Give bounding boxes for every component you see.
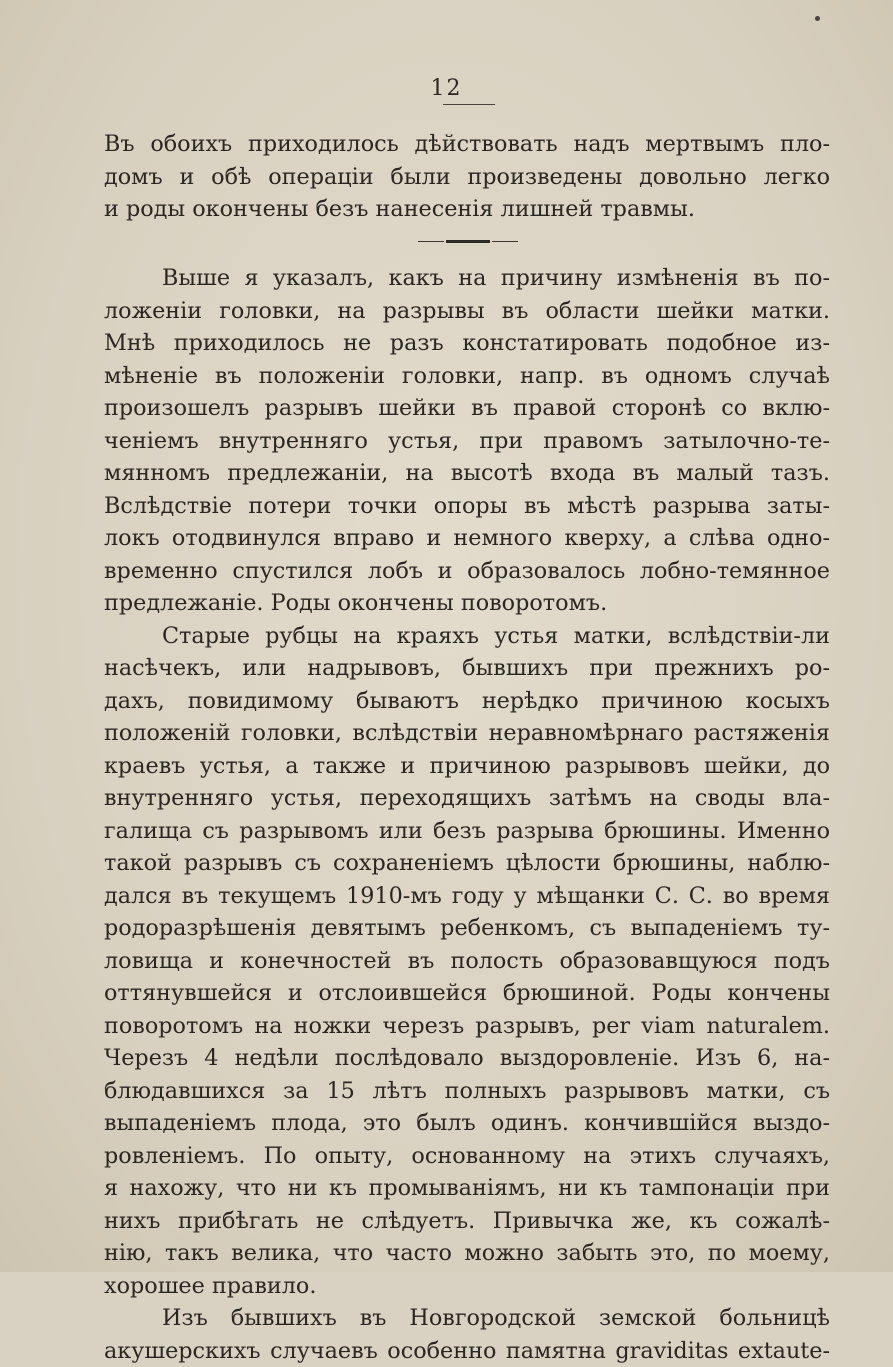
text-line: произошелъ разрывъ шейки въ правой сторонѣ со вклю- xyxy=(104,392,830,425)
text-line: дался въ текущемъ 1910-мъ году у мѣщанки С. С. во время xyxy=(104,880,830,913)
text-line: положеній головки, вслѣдствіи неравномѣрнаго растяженія xyxy=(104,717,830,750)
text-line: и роды окончены безъ нанесенія лишней травмы. xyxy=(104,193,830,226)
text-line: я нахожу, что ни къ промываніямъ, ни къ тампонаціи при xyxy=(104,1172,830,1205)
text-line: хорошее правило. xyxy=(104,1270,830,1303)
text-line: домъ и обѣ операціи были произведены довольно легко xyxy=(104,161,830,194)
text-line: ченіемъ внутренняго устья, при правомъ затылочно-те- xyxy=(104,425,830,458)
text-line: нихъ прибѣгать не слѣдуетъ. Привычка же, къ сожалѣ- xyxy=(104,1205,830,1238)
text-line: ловища и конечностей въ полость образовавщуюся подъ xyxy=(104,945,830,978)
page-number-underline xyxy=(443,104,495,105)
text-line: родоразрѣшенія девятымъ ребенкомъ, съ выпаденіемъ ту- xyxy=(104,912,830,945)
text-line: Въ обоихъ приходилось дѣйствовать надъ мертвымъ пло- xyxy=(104,128,830,161)
text-line: локъ отодвинулся вправо и немного кверху, а слѣва одно- xyxy=(104,522,830,555)
section-separator-right xyxy=(492,241,518,242)
text-line: галища съ разрывомъ или безъ разрыва брюшины. Именно xyxy=(104,815,830,848)
main-text xyxy=(104,262,830,1367)
text-line: Изъ бывшихъ въ Новгородской земской больницѣ xyxy=(104,1302,830,1335)
text-line: ложеніи головки, на разрывы въ области шейки матки. xyxy=(104,295,830,328)
text-line: ровленіемъ. По опыту, основанному на этихъ случаяхъ, xyxy=(104,1140,830,1173)
text-line: Мнѣ приходилось не разъ констатировать подобное из- xyxy=(104,327,830,360)
text-line: Черезъ 4 недѣли послѣдовало выздоровленіе. Изъ 6, на- xyxy=(104,1042,830,1075)
text-line: дахъ, повидимому бываютъ нерѣдко причиною косыхъ xyxy=(104,685,830,718)
text-line: нію, такъ велика, что часто можно забыть это, по моему, xyxy=(104,1237,830,1270)
text-line: поворотомъ на ножки черезъ разрывъ, per viam naturalem. xyxy=(104,1010,830,1043)
text-line: насѣчекъ, или надрывовъ, бывшихъ при прежнихъ ро- xyxy=(104,652,830,685)
page-number: 12 xyxy=(0,76,893,101)
text-line: Выше я указалъ, какъ на причину измѣненія въ по- xyxy=(104,262,830,295)
text-line: выпаденіемъ плода, это былъ одинъ. кончившійся выздо- xyxy=(104,1107,830,1140)
text-line: акушерскихъ случаевъ особенно памятна graviditas extaute- xyxy=(104,1335,830,1367)
text-line: Вслѣдствіе потери точки опоры въ мѣстѣ разрыва заты- xyxy=(104,490,830,523)
section-separator-center xyxy=(446,240,490,243)
text-line: мянномъ предлежаніи, на высотѣ входа въ малый тазъ. xyxy=(104,457,830,490)
text-line: Старые рубцы на краяхъ устья матки, вслѣдствіи-ли xyxy=(104,620,830,653)
paragraph-continued xyxy=(104,128,830,226)
text-line: временно спустился лобъ и образовалось лобно-темянное xyxy=(104,555,830,588)
ink-speck xyxy=(815,16,820,21)
text-line: мѣненіе въ положеніи головки, напр. въ одномъ случаѣ xyxy=(104,360,830,393)
section-separator-left xyxy=(418,241,444,242)
text-line: оттянувшейся и отслоившейся брюшиной. Роды кончены xyxy=(104,977,830,1010)
text-line: такой разрывъ съ сохраненіемъ цѣлости брюшины, наблю- xyxy=(104,847,830,880)
text-line: внутренняго устья, переходящихъ затѣмъ на своды вла- xyxy=(104,782,830,815)
text-line: краевъ устья, а также и причиною разрывовъ шейки, до xyxy=(104,750,830,783)
text-line: предлежаніе. Роды окончены поворотомъ. xyxy=(104,587,830,620)
text-line: блюдавшихся за 15 лѣтъ полныхъ разрывовъ матки, съ xyxy=(104,1075,830,1108)
